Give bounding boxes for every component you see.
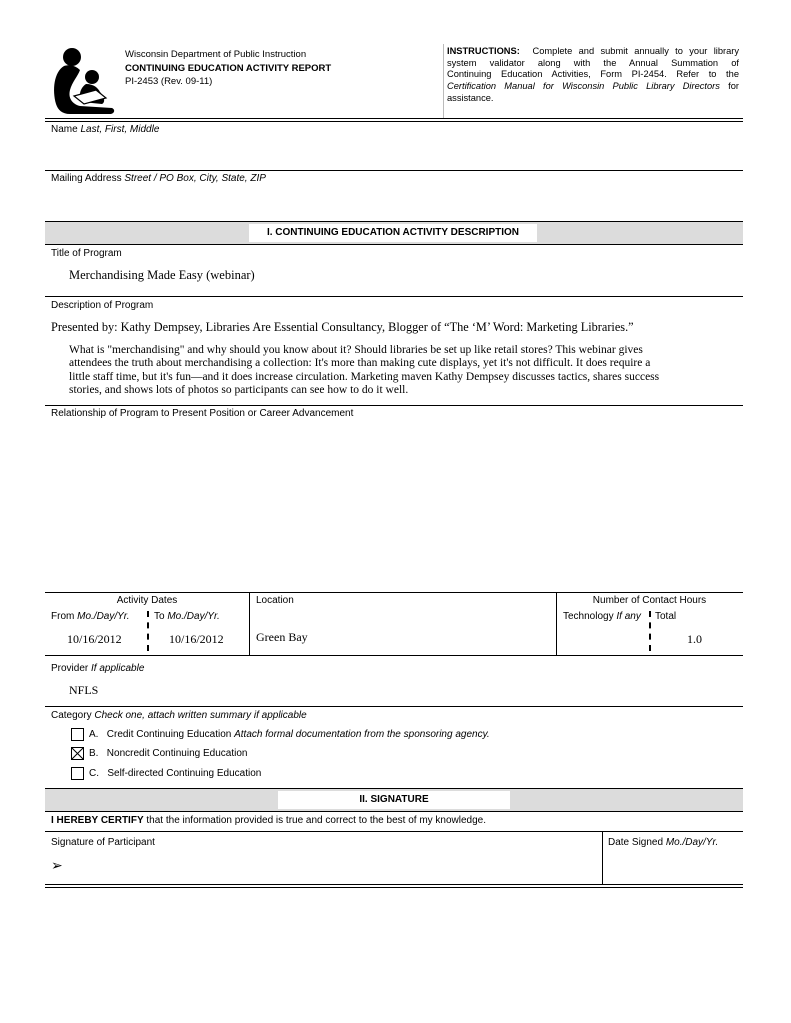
signature-label: Signature of Participant xyxy=(51,837,155,848)
description-line-2: attendees the truth about merchandising a collection: It's more than making cute displays, yet it's not difficult. It does require a xyxy=(69,357,651,370)
program-title-field[interactable]: Merchandising Made Easy (webinar) xyxy=(69,268,255,282)
from-date-label: From Mo./Day/Yr. xyxy=(51,611,130,622)
signature-divider xyxy=(602,831,603,885)
provider-field[interactable]: NFLS xyxy=(69,683,99,697)
description-label: Description of Program xyxy=(51,300,154,311)
header-rule-2 xyxy=(45,121,743,122)
parent-reading-to-child-logo-icon xyxy=(50,46,118,116)
name-field[interactable] xyxy=(69,145,729,161)
mailing-address-label: Mailing Address Street / PO Box, City, State, ZIP xyxy=(51,173,266,184)
name-label: Name Last, First, Middle xyxy=(51,124,160,135)
description-line-4: stories, and shows lots of photos so participants can see how to do it well. xyxy=(69,384,409,397)
certify-statement: I HEREBY CERTIFY that the information provided is true and correct to the best of my knowledge. xyxy=(51,815,487,826)
header-rule xyxy=(45,118,743,119)
to-date-label: To Mo./Day/Yr. xyxy=(154,611,220,622)
activity-dates-label: Activity Dates xyxy=(116,595,178,606)
technology-label: Technology If any xyxy=(563,611,641,622)
section-1-title: I. CONTINUING EDUCATION ACTIVITY DESCRIPTION xyxy=(249,224,537,242)
instructions-line-1: Complete and submit annually to your library xyxy=(532,46,740,56)
category-a-checkbox[interactable] xyxy=(71,728,84,741)
instructions-label: INSTRUCTIONS: xyxy=(447,46,520,56)
provider-rule xyxy=(45,706,743,707)
activity-top-rule xyxy=(45,592,743,593)
header-separator xyxy=(443,44,444,118)
from-date-field[interactable]: 10/16/2012 xyxy=(67,632,122,646)
description-line-3: little staff time, but it's fun—and it does increase circulation. Marketing maven Kathy Dempsey discusses tactics, shares success xyxy=(69,370,660,383)
section-2-title: II. SIGNATURE xyxy=(278,791,510,809)
category-c-option[interactable]: C. Self-directed Continuing Education xyxy=(89,768,262,779)
category-label: Category Check one, attach written summary if applicable xyxy=(51,710,307,721)
category-a-option[interactable]: A. Credit Continuing Education Attach formal documentation from the sponsoring agency. xyxy=(89,729,490,740)
contact-hours-label: Number of Contact Hours xyxy=(592,595,707,606)
agency-name: Wisconsin Department of Public Instruction xyxy=(125,49,307,60)
instructions-line-3: Continuing Education Activities, Form PI-2454. Refer to the xyxy=(447,69,739,80)
form-title: CONTINUING EDUCATION ACTIVITY REPORT xyxy=(125,63,332,74)
program-title-label: Title of Program xyxy=(51,248,122,259)
description-line-1: What is "merchandising" and why should you know about it? Should libraries be set up like retail stores? This webinar gives xyxy=(69,344,643,356)
to-date-field[interactable]: 10/16/2012 xyxy=(169,632,224,646)
hours-dashed-divider xyxy=(649,611,651,651)
signature-arrow-icon: ➢ xyxy=(51,858,63,874)
description-presenter: Presented by: Kathy Dempsey, Libraries Are Essential Consultancy, Blogger of “The ‘M’ Word: Marketing Libraries.” xyxy=(51,320,634,334)
form-number: PI-2453 (Rev. 09-11) xyxy=(125,76,213,87)
program-title-rule xyxy=(45,296,743,297)
description-body[interactable] xyxy=(69,344,739,398)
activity-bottom-rule xyxy=(45,655,743,656)
dates-dashed-divider xyxy=(147,611,149,651)
form-bottom-rule xyxy=(45,884,743,885)
location-field[interactable]: Green Bay xyxy=(256,630,308,644)
description-rule xyxy=(45,405,743,406)
category-b-checkbox[interactable] xyxy=(71,747,84,760)
category-c-checkbox[interactable] xyxy=(71,767,84,780)
name-rule xyxy=(45,170,743,171)
instructions-block xyxy=(447,46,739,105)
section-2-bar xyxy=(45,788,743,812)
activity-divider-1 xyxy=(249,592,250,655)
total-label: Total xyxy=(655,611,677,622)
location-label: Location xyxy=(256,595,294,606)
date-signed-field[interactable] xyxy=(610,858,735,874)
instructions-manual-title: Certification Manual for Wisconsin Public Library Directors xyxy=(447,81,720,92)
form-bottom-rule-2 xyxy=(45,887,743,888)
signature-field[interactable] xyxy=(72,856,592,878)
instructions-line-5: assistance. xyxy=(447,92,494,103)
relationship-field[interactable] xyxy=(69,428,729,578)
relationship-label: Relationship of Program to Present Position or Career Advancement xyxy=(51,408,354,419)
provider-label: Provider If applicable xyxy=(51,663,145,674)
checkbox-x-mark-icon xyxy=(72,748,83,759)
instructions-line-2: system validator along with the Annual Summation of xyxy=(447,57,739,68)
category-b-option[interactable]: B. Noncredit Continuing Education xyxy=(89,748,248,759)
section-1-bar xyxy=(45,221,743,245)
mailing-address-field[interactable] xyxy=(69,194,729,210)
date-signed-label: Date Signed Mo./Day/Yr. xyxy=(608,837,719,848)
instructions-for: for xyxy=(728,81,739,92)
total-hours-field[interactable]: 1.0 xyxy=(687,632,702,646)
certify-rule xyxy=(45,831,743,832)
